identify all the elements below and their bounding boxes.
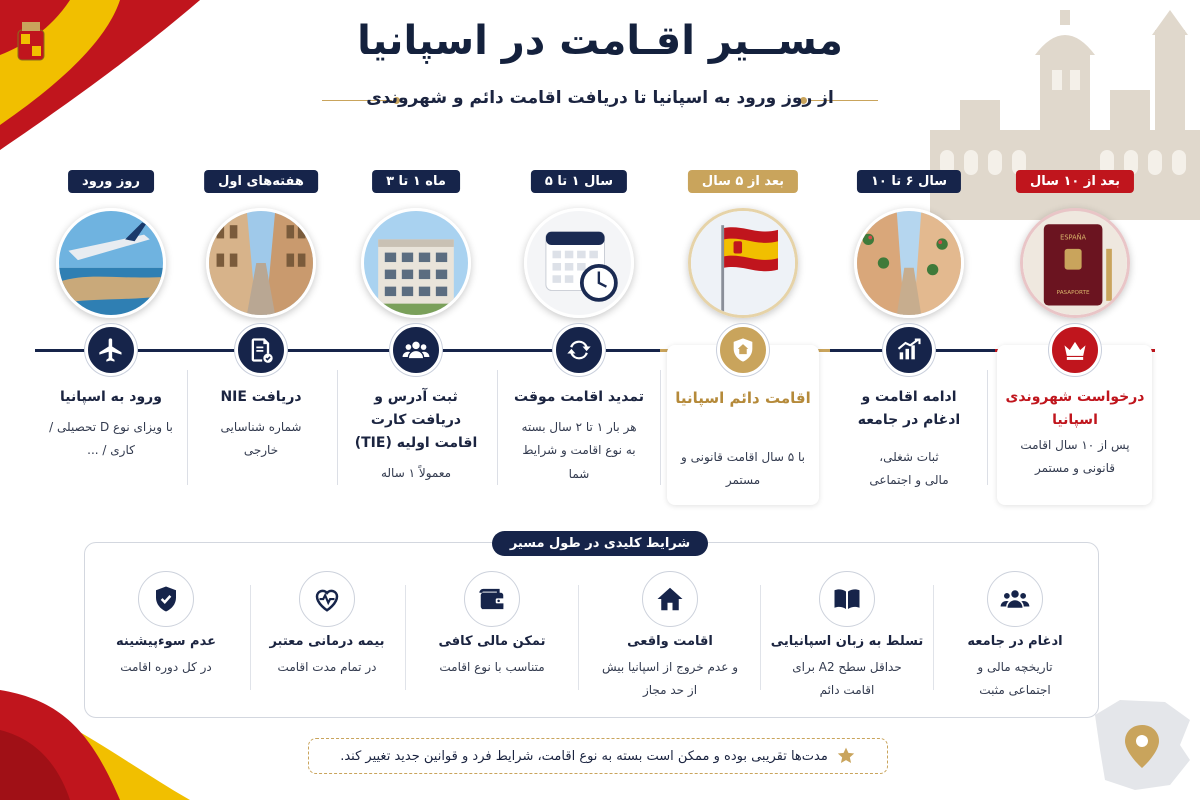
condition-separator xyxy=(933,585,934,690)
old-street-photo xyxy=(854,208,964,318)
condition-title: اقامت واقعی xyxy=(627,634,713,649)
condition-description: در تمام مدت اقامت xyxy=(277,660,377,674)
disclaimer-note xyxy=(308,738,888,774)
wallet-icon xyxy=(464,571,520,627)
condition-title: تسلط به زبان اسپانیایی xyxy=(770,634,924,649)
step-heading: ادامه اقامت و ادغام در جامعه xyxy=(857,389,961,429)
health-heart-icon xyxy=(299,571,355,627)
page-title: مســیر اقـامت در اسپانیا xyxy=(357,18,843,64)
step-heading: ورود به اسپانیا xyxy=(60,389,162,405)
street-photo xyxy=(206,208,316,318)
calendar-clock-photo xyxy=(524,208,634,318)
condition-description: و عدم خروج از اسپانیا بیش از حد مجاز xyxy=(601,660,738,697)
renew-icon xyxy=(553,324,605,376)
step-heading: اقامت دائم اسپانیا xyxy=(675,389,811,407)
document-check-icon xyxy=(235,324,287,376)
step-heading: ثبت آدرس و دریافت کارت اقامت اولیه (TIE) xyxy=(354,389,478,452)
step-badge: بعد از ۵ سال xyxy=(688,170,798,193)
passport-country-text: ESPAÑA xyxy=(1060,233,1087,242)
growth-chart-icon xyxy=(883,324,935,376)
step-description: هر بار ۱ تا ۲ سال بسته به نوع اقامت و شرایط شما xyxy=(521,420,637,481)
step-description: با ویزای نوع D تحصیلی / کاری / ... xyxy=(49,420,173,458)
airplane-icon xyxy=(85,324,137,376)
timeline-separator xyxy=(660,370,661,485)
spain-map-pin-icon xyxy=(1085,690,1200,800)
airplane-photo xyxy=(56,208,166,318)
condition-title: بیمه درمانی معتبر xyxy=(269,634,385,649)
house-icon xyxy=(642,571,698,627)
home-shield-icon xyxy=(717,324,769,376)
book-icon xyxy=(819,571,875,627)
step-badge: سال ۱ تا ۵ xyxy=(531,170,627,193)
crown-icon xyxy=(1049,324,1101,376)
step-badge: سال ۶ تا ۱۰ xyxy=(857,170,961,193)
star-icon xyxy=(836,746,856,766)
condition-title: ادغام در جامعه xyxy=(967,634,1063,649)
condition-description: حداقل سطح A2 برای اقامت دائم xyxy=(792,660,902,697)
timeline-separator xyxy=(497,370,498,485)
step-description: شماره شناسایی خارجی xyxy=(220,420,302,458)
disclaimer-text: مدت‌ها تقریبی بوده و ممکن است بسته به نوع اقامت، شرایط فرد و قوانین جدید تغییر کند. xyxy=(340,748,828,764)
step-badge: بعد از ۱۰ سال xyxy=(1016,170,1134,193)
step-badge: هفته‌های اول xyxy=(204,170,318,193)
condition-description: تاریخچه مالی و اجتماعی مثبت xyxy=(977,660,1053,697)
step-heading: درخواست شهروندی اسپانیا xyxy=(1005,389,1145,429)
step-description: با ۵ سال اقامت قانونی و مستمر xyxy=(681,450,805,488)
condition-separator xyxy=(578,585,579,690)
condition-description: در کل دوره اقامت xyxy=(120,660,212,674)
passport-label-text: PASAPORTE xyxy=(1056,290,1090,297)
community-icon xyxy=(987,571,1043,627)
step-description: معمولاً ۱ ساله xyxy=(380,466,452,480)
condition-title: تمکن مالی کافی xyxy=(438,634,546,649)
building-photo xyxy=(361,208,471,318)
people-icon xyxy=(390,324,442,376)
key-conditions-title: شرایط کلیدی در طول مسیر xyxy=(0,531,1200,556)
shield-check-icon xyxy=(138,571,194,627)
step-description: ثبات شغلی، مالی و اجتماعی xyxy=(869,450,949,488)
step-heading: تمدید اقامت موقت xyxy=(514,389,644,405)
condition-separator xyxy=(760,585,761,690)
passport-photo xyxy=(1020,208,1130,318)
spain-flag-photo xyxy=(688,208,798,318)
page-subtitle: از روز ورود به اسپانیا تا دریافت اقامت دائم و شهروندی xyxy=(366,88,834,108)
condition-description: متناسب با نوع اقامت xyxy=(439,660,545,674)
condition-title: عدم سوءپیشینه xyxy=(116,634,216,649)
step-badge: روز ورود xyxy=(68,170,154,193)
step-heading: دریافت NIE xyxy=(220,389,302,405)
step-badge: ماه ۱ تا ۳ xyxy=(372,170,460,193)
step-description: پس از ۱۰ سال اقامت قانونی و مستمر xyxy=(1020,438,1130,476)
